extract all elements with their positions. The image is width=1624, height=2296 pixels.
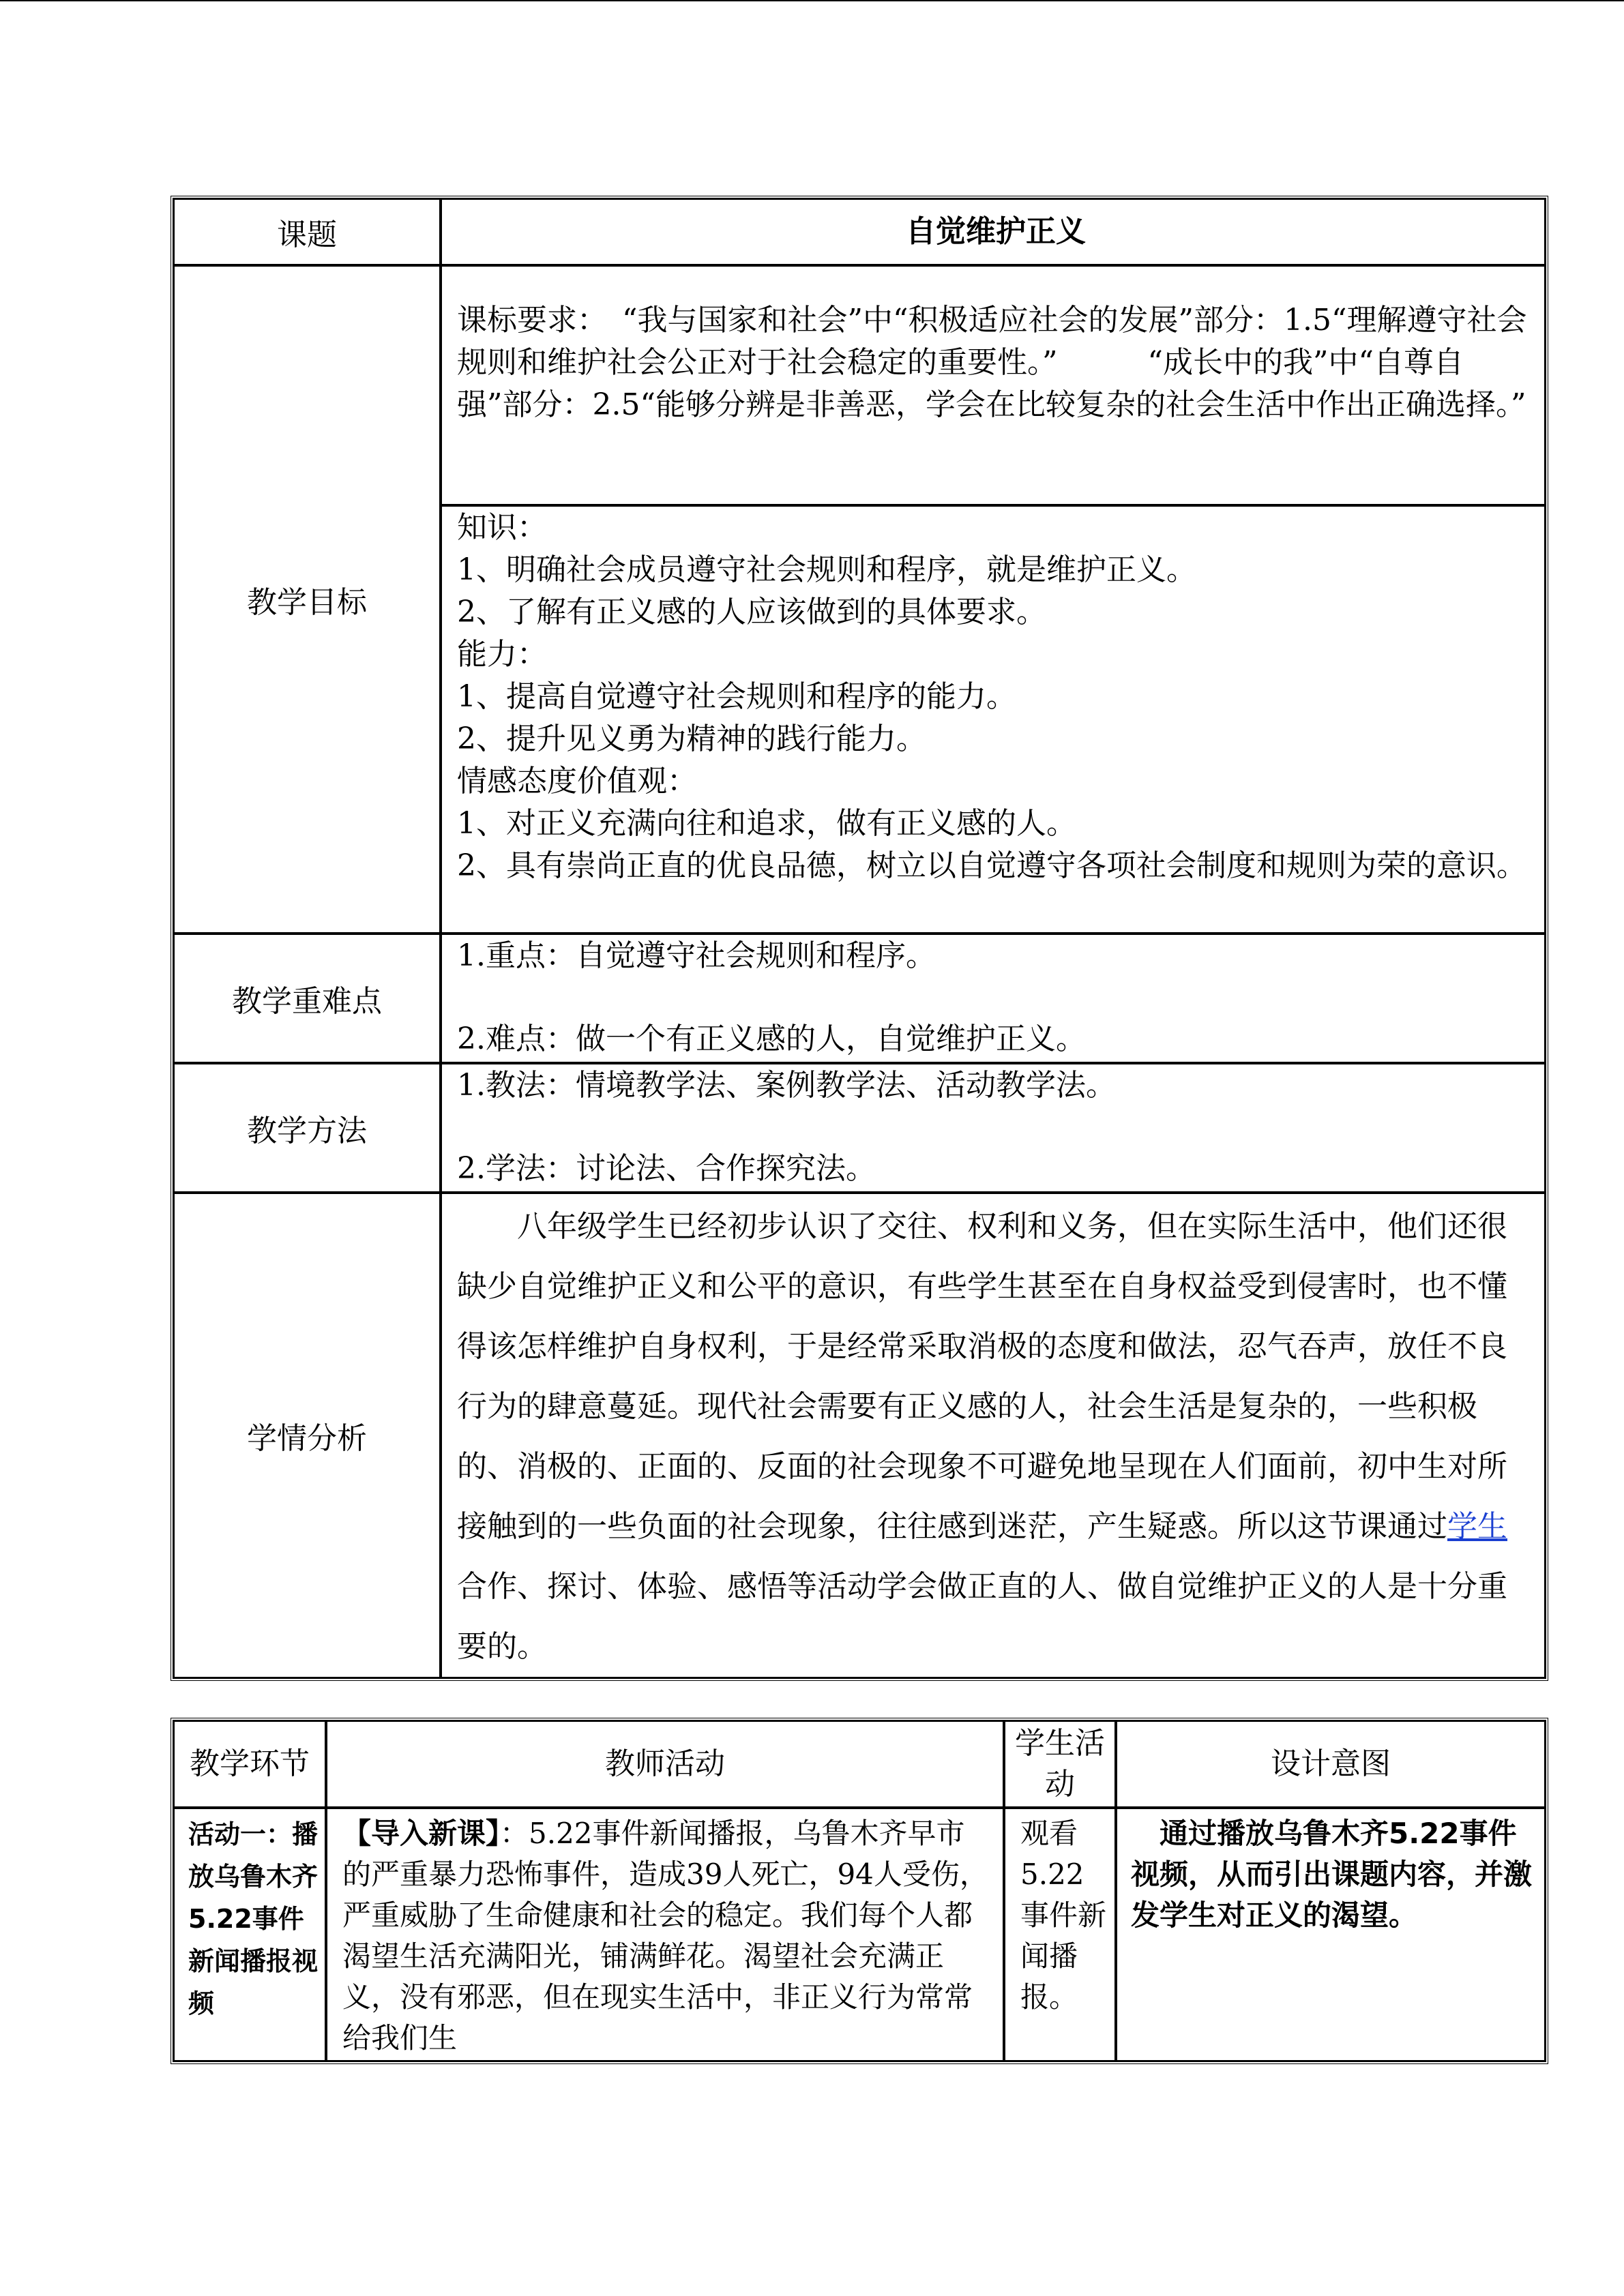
analysis-text-continued: 合作、探讨、体验、感悟等活动学会做正直的人、做自觉维护正义的人是十分重要的。 bbox=[457, 1569, 1507, 1664]
curriculum-row bbox=[173, 265, 1546, 505]
goal-line: 2、提升见义勇为精神的践行能力。 bbox=[457, 721, 926, 756]
header-design-intent: 设计意图 bbox=[1116, 1720, 1546, 1808]
students-link[interactable]: 学生 bbox=[1447, 1509, 1507, 1544]
lesson-overview-table bbox=[171, 196, 1548, 1681]
key-points-label: 教学重难点 bbox=[173, 934, 441, 1063]
teaching-goals-label: 教学目标 bbox=[173, 265, 441, 934]
goal-line: 2、具有崇尚正直的优良品德，树立以自觉遵守各项社会制度和规则为荣的意识。 bbox=[457, 848, 1526, 883]
learning-method: 2.学法：讨论法、合作探究法。 bbox=[457, 1151, 876, 1186]
process-header-row bbox=[173, 1720, 1546, 1808]
key-points-row bbox=[173, 934, 1546, 1063]
goal-line: 情感态度价值观： bbox=[457, 764, 697, 799]
student-activity: 观看5.22事件新闻播报。 bbox=[1004, 1808, 1116, 2061]
teaching-method: 1.教法：情境教学法、案例教学法、活动教学法。 bbox=[457, 1068, 1116, 1103]
goal-line: 1、对正义充满向往和追求，做有正义感的人。 bbox=[457, 806, 1076, 841]
key-point-focus: 1.重点：自觉遵守社会规则和程序。 bbox=[457, 938, 936, 973]
page-top-border bbox=[0, 0, 1624, 1]
student-analysis bbox=[441, 1193, 1546, 1678]
goal-line: 1、提高自觉遵守社会规则和程序的能力。 bbox=[457, 679, 1016, 714]
header-teacher-activity: 教师活动 bbox=[326, 1720, 1004, 1808]
teaching-goals-list bbox=[441, 505, 1546, 934]
methods-label: 教学方法 bbox=[173, 1063, 441, 1193]
goal-line: 1、明确社会成员遵守社会规则和程序，就是维护正义。 bbox=[457, 552, 1196, 587]
spacer bbox=[457, 1107, 1535, 1148]
teacher-activity-lead: 【导入新课】 bbox=[342, 1817, 501, 1850]
methods-row bbox=[173, 1063, 1546, 1193]
key-point-difficulty: 2.难点：做一个有正义感的人，自觉维护正义。 bbox=[457, 1022, 1086, 1056]
spacer bbox=[457, 977, 1535, 1018]
header-student-activity: 学生活动 bbox=[1004, 1720, 1116, 1808]
goal-line: 能力： bbox=[457, 637, 547, 672]
design-intent: 通过播放乌鲁木齐5.22事件视频，从而引出课题内容，并激发学生对正义的渴望。 bbox=[1116, 1808, 1546, 2061]
process-row bbox=[173, 1808, 1546, 2061]
key-points bbox=[441, 934, 1546, 1063]
teaching-process-table bbox=[171, 1718, 1548, 2064]
goal-line: 知识： bbox=[457, 510, 547, 545]
teacher-activity-text: ：5.22事件新闻播报，乌鲁木齐早市的严重暴力恐怖事件，造成39人死亡，94人受伤，严重威胁了生命健康和社会的稳定。我们每个人都渴望生活充满阳光，铺满鲜花。渴望社会充满正义，没有邪恶，但在现实生活中，非正义行为常常给我们生 bbox=[342, 1817, 988, 2055]
teaching-methods bbox=[441, 1063, 1546, 1193]
teacher-activity bbox=[326, 1808, 1004, 2061]
analysis-row bbox=[173, 1193, 1546, 1678]
topic-row bbox=[173, 198, 1546, 265]
analysis-label: 学情分析 bbox=[173, 1193, 441, 1678]
topic-label: 课题 bbox=[173, 198, 441, 265]
analysis-text: 八年级学生已经初步认识了交往、权利和义务，但在实际生活中，他们还很缺少自觉维护正义和公平的意识，有些学生甚至在自身权益受到侵害时，也不懂得该怎样维护自身权利，于是经常采取消极的态度和做法，忍气吞声，放任不良行为的肆意蔓延。现代社会需要有正义感的人，社会生活是复杂的，一些积极的、消极的、正面的、反面的社会现象不可避免地呈现在人们面前，初中生对所接触到的一些负面的社会现象，往往感到迷茫，产生疑惑。所以这节课通过 bbox=[457, 1209, 1507, 1544]
activity-stage: 活动一：播放乌鲁木齐5.22事件新闻播报视频 bbox=[173, 1808, 326, 2061]
curriculum-requirement: 课标要求： “我与国家和社会”中“积极适应社会的发展”部分：1.5“理解遵守社会规则和维护社会公正对于社会稳定的重要性。” “成长中的我”中“自尊自强”部分：2.5“能够分辨是非善恶，学会在比较复杂的社会生活中作出正确选择。” bbox=[441, 265, 1546, 505]
header-stage: 教学环节 bbox=[173, 1720, 326, 1808]
lesson-title: 自觉维护正义 bbox=[441, 198, 1546, 265]
goal-line: 2、了解有正义感的人应该做到的具体要求。 bbox=[457, 595, 1046, 629]
